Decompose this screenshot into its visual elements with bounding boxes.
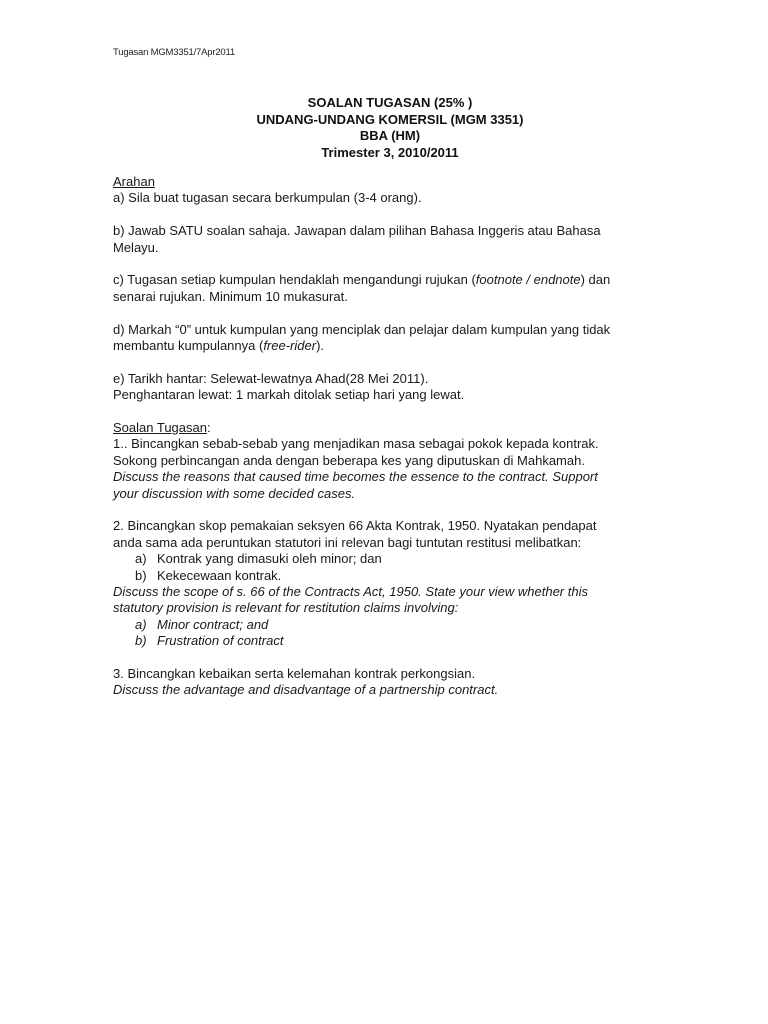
arahan-item-b-line1: b) Jawab SATU soalan sahaja. Jawapan dalam pilihan Bahasa Inggeris atau Bahasa (113, 223, 601, 239)
question-2-en-item-b (113, 633, 673, 649)
arahan-heading: Arahan (113, 174, 155, 189)
arahan-item-b-line2: Melayu. (113, 239, 159, 255)
arahan-item-d-line1: d) Markah “0” untuk kumpulan yang menciplak dan pelajar dalam kumpulan yang tidak (113, 321, 611, 337)
question-2-en-line1 (113, 584, 673, 600)
question-1-en-line2 (113, 486, 673, 502)
question-2-en-line2-text: statutory provision is relevant for restitution claims involving: (113, 600, 459, 616)
question-2-item-a (113, 551, 673, 567)
title-line-4: Trimester 3, 2010/2011 (321, 144, 459, 160)
arahan-item-d-line2 (113, 338, 673, 354)
title-block (0, 95, 768, 161)
arahan-c-italic: footnote / endnote (475, 272, 581, 288)
question-3-en-line1 (113, 682, 673, 698)
question-2-line2: anda sama ada peruntukan statutori ini relevan bagi tuntutan restitusi melibatkan: (113, 534, 582, 550)
question-2-en-item-b-mark: b) (135, 633, 147, 649)
question-2-item-b-mark: b) (135, 567, 147, 583)
question-2-en-item-a-mark: a) (135, 616, 147, 632)
question-2-item-b-text: Kekecewaan kontrak. (157, 567, 282, 583)
soalan-heading-text: Soalan Tugasan (113, 420, 207, 436)
question-2-item-a-mark: a) (135, 551, 147, 567)
question-1-line2: Sokong perbincangan anda dengan beberapa kes yang diputuskan di Mahkamah. (113, 452, 585, 468)
arahan-item-a: a) Sila buat tugasan secara berkumpulan (3-4 orang). (113, 190, 422, 206)
document-header-ref: Tugasan MGM3351/7Apr2011 (113, 47, 235, 58)
title-line-3: BBA (HM) (359, 128, 421, 143)
arahan-item-e-line1: e) Tarikh hantar: Selewat-lewatnya Ahad(28 Mei 2011). (113, 370, 429, 386)
arahan-d-post: ). (316, 338, 325, 354)
question-2-en-item-b-text: Frustration of contract (157, 633, 284, 649)
arahan-c-pre: c) Tugasan setiap kumpulan hendaklah mengandungi rujukan ( (113, 272, 476, 288)
title-line-1: SOALAN TUGASAN (25% ) (307, 95, 473, 110)
question-2-item-b (113, 568, 673, 584)
question-3-line1: 3. Bincangkan kebaikan serta kelemahan kontrak perkongsian. (113, 666, 476, 682)
question-2-en-item-a (113, 617, 673, 633)
question-2-item-a-text: Kontrak yang dimasuki oleh minor; dan (157, 551, 382, 567)
question-1-en-line1 (113, 469, 673, 485)
question-2-en-item-a-text: Minor contract; and (157, 616, 269, 632)
arahan-item-c-line2: senarai rujukan. Minimum 10 mukasurat. (113, 288, 348, 304)
question-3-en-line1-text: Discuss the advantage and disadvantage of a partnership contract. (113, 682, 499, 698)
question-1-en-line2-text: your discussion with some decided cases. (113, 485, 356, 501)
question-2-line1: 2. Bincangkan skop pemakaian seksyen 66 Akta Kontrak, 1950. Nyatakan pendapat (113, 518, 597, 534)
arahan-item-c-line1 (113, 272, 673, 288)
question-2-en-line1-text: Discuss the scope of s. 66 of the Contracts Act, 1950. State your view whether this (113, 584, 588, 600)
arahan-item-e-line2: Penghantaran lewat: 1 markah ditolak setiap hari yang lewat. (113, 387, 465, 403)
question-2-en-line2 (113, 600, 673, 616)
arahan-c-post: ) dan (580, 272, 611, 288)
document-body (113, 174, 673, 699)
question-1-line1: 1.. Bincangkan sebab-sebab yang menjadikan masa sebagai pokok kepada kontrak. (113, 436, 599, 452)
soalan-heading-colon: : (206, 420, 211, 436)
arahan-d-italic: free-rider (263, 338, 317, 354)
soalan-heading (113, 420, 673, 436)
title-line-2: UNDANG-UNDANG KOMERSIL (MGM 3351) (256, 111, 524, 127)
arahan-d-pre: membantu kumpulannya ( (113, 338, 264, 354)
question-1-en-line1-text: Discuss the reasons that caused time becomes the essence to the contract. Support (113, 469, 598, 485)
